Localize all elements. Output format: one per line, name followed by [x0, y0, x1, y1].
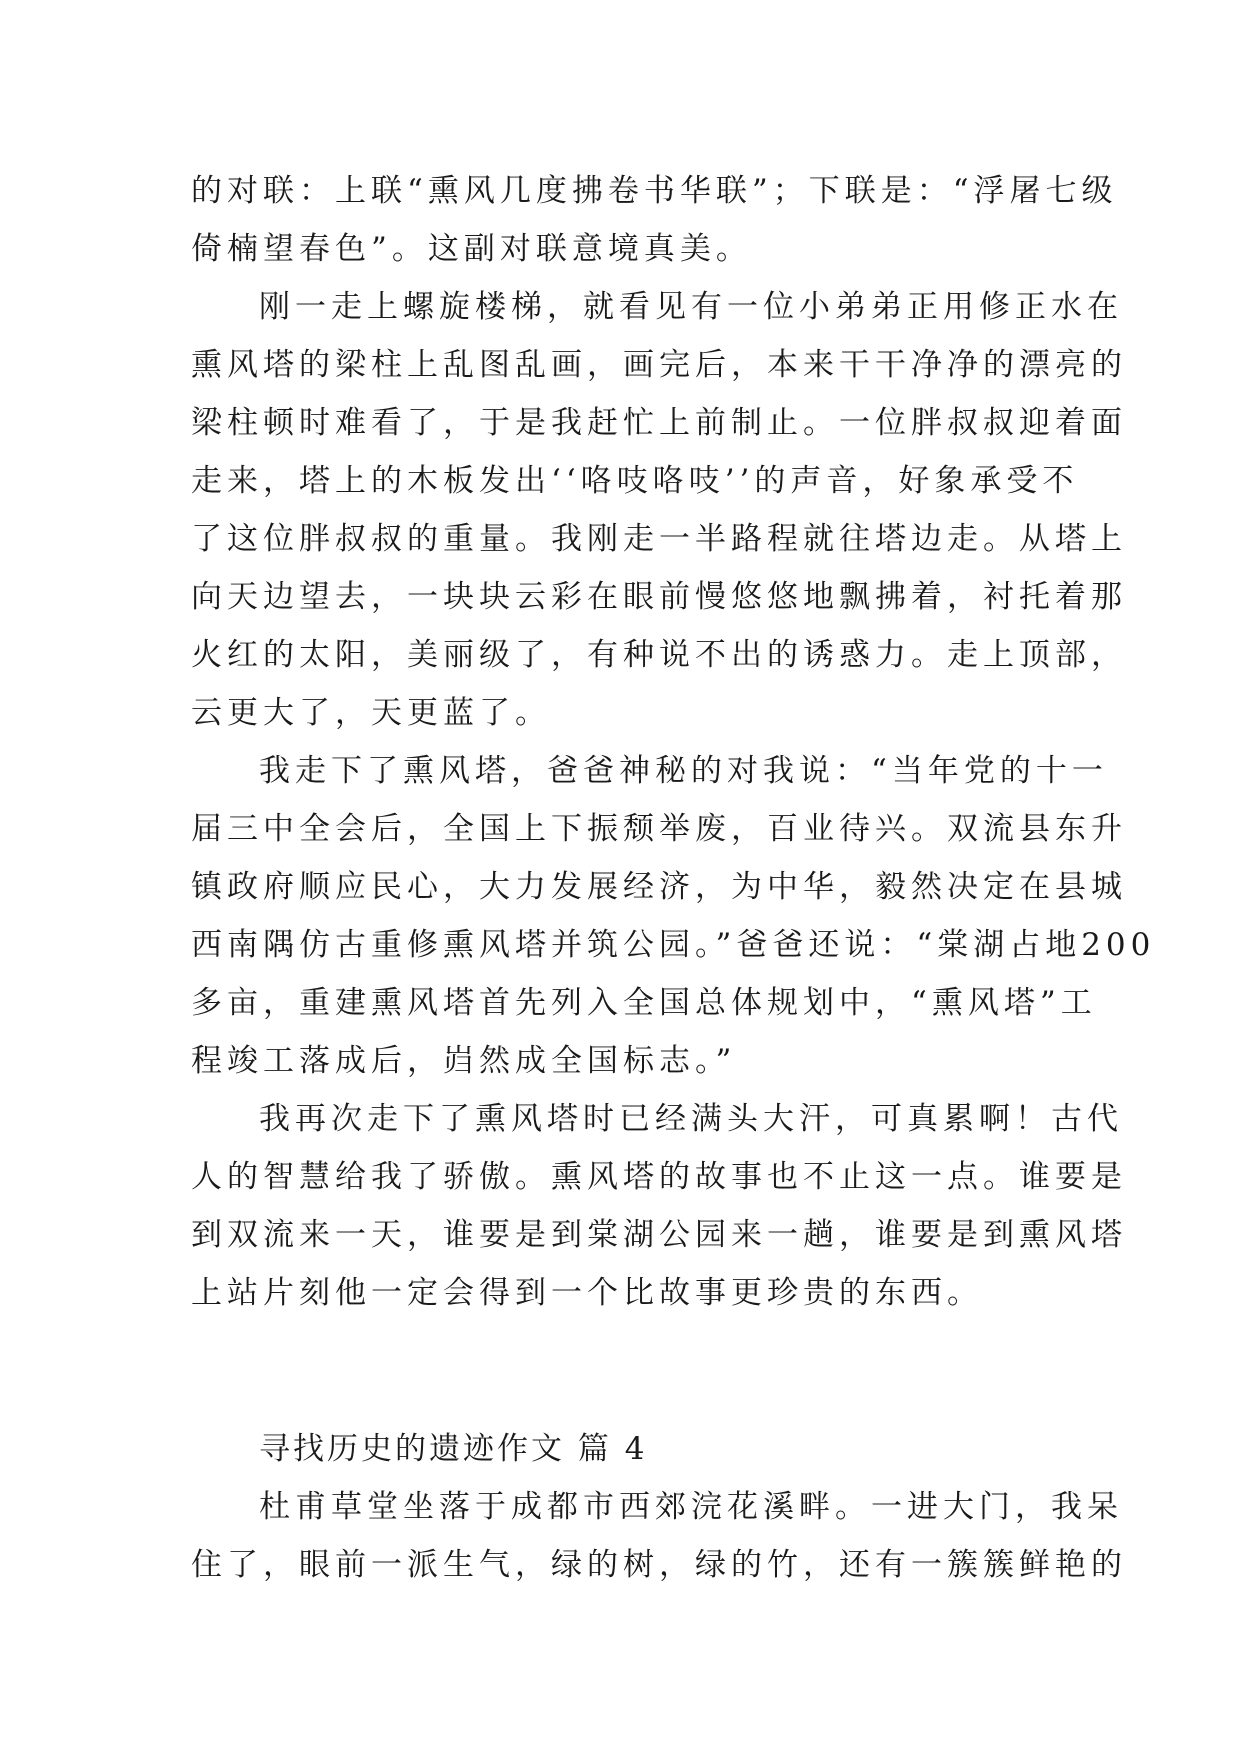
body-text [191, 162, 1156, 1594]
paragraph-4 [191, 1090, 1127, 1322]
text-line: 程竣工落成后，岿然成全国标志。” [191, 1043, 737, 1079]
text-line: 火红的太阳，美丽级了，有种说不出的诱惑力。走上顶部， [191, 637, 1127, 673]
text-line: 倚楠望春色”。这副对联意境真美。 [191, 231, 752, 267]
text-line: 了这位胖叔叔的重量。我刚走一半路程就往塔边走。从塔上 [191, 521, 1127, 557]
text-line: 向天边望去，一块块云彩在眼前慢悠悠地飘拂着，衬托着那 [191, 579, 1127, 615]
text-line: 我走下了熏风塔，爸爸神秘的对我说：“当年党的十一 [259, 753, 1108, 789]
paragraph-3 [191, 742, 1156, 1090]
text-line: 云更大了，天更蓝了。 [191, 695, 551, 731]
text-line: 到双流来一天，谁要是到棠湖公园来一趟，谁要是到熏风塔 [191, 1217, 1127, 1253]
paragraph-5 [191, 1478, 1127, 1594]
paragraph-2 [191, 278, 1127, 742]
section-spacer [191, 1322, 1051, 1420]
text-line: 西南隅仿古重修熏风塔并筑公园。”爸爸还说：“棠湖占地200 [191, 927, 1156, 963]
text-line: 梁柱顿时难看了，于是我赶忙上前制止。一位胖叔叔迎着面 [191, 405, 1127, 441]
text-line: 多亩，重建熏风塔首先列入全国总体规划中，“熏风塔”工 [191, 985, 1097, 1021]
text-line: 届三中全会后，全国上下振颓举废，百业待兴。双流县东升 [191, 811, 1127, 847]
text-line: 熏风塔的梁柱上乱图乱画，画完后，本来干干净净的漂亮的 [191, 347, 1127, 383]
text-line: 杜甫草堂坐落于成都市西郊浣花溪畔。一进大门，我呆 [259, 1489, 1123, 1525]
section-heading: 寻找历史的遗迹作文 篇 4 [259, 1431, 648, 1467]
text-line: 走来，塔上的木板发出‘‘咯吱咯吱’’的声音，好象承受不 [191, 463, 1079, 499]
text-line: 上站片刻他一定会得到一个比故事更珍贵的东西。 [191, 1275, 983, 1311]
text-line: 住了，眼前一派生气，绿的树，绿的竹，还有一簇簇鲜艳的 [191, 1547, 1127, 1583]
text-line: 人的智慧给我了骄傲。熏风塔的故事也不止这一点。谁要是 [191, 1159, 1127, 1195]
text-line: 的对联：上联“熏风几度拂卷书华联”；下联是：“浮屠七级 [191, 173, 1118, 209]
text-line: 我再次走下了熏风塔时已经满头大汗，可真累啊！古代 [259, 1101, 1123, 1137]
text-line: 刚一走上螺旋楼梯，就看见有一位小弟弟正用修正水在 [259, 289, 1123, 325]
text-line: 镇政府顺应民心，大力发展经济，为中华，毅然决定在县城 [191, 869, 1127, 905]
paragraph-1 [191, 162, 1118, 278]
